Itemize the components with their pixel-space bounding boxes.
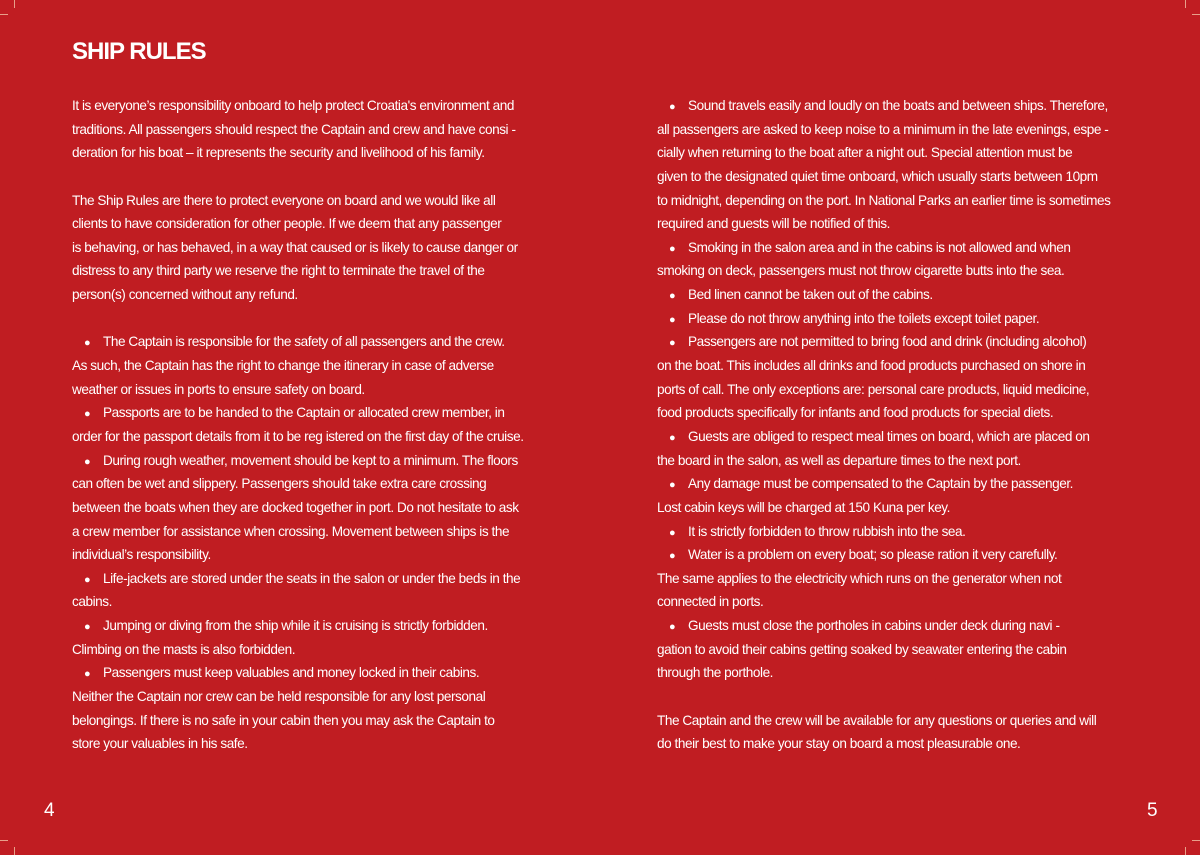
- text-line: [657, 425, 1157, 449]
- line-text: can often be wet and slippery. Passengers should take extra care crossing: [72, 476, 487, 492]
- text-line: [657, 661, 1157, 685]
- text-line: [72, 449, 572, 473]
- line-text: ports of call. The only exceptions are: personal care products, liquid medicine,: [657, 381, 1090, 397]
- line-text: store your valuables in his safe.: [72, 736, 248, 752]
- left-column: [72, 94, 572, 756]
- text-line: [72, 354, 572, 378]
- text-line: [657, 732, 1157, 756]
- text-line: [72, 212, 572, 236]
- bullet-icon: ●: [84, 455, 91, 468]
- line-text: belongings. If there is no safe in your cabin then you may ask the Captain to: [72, 712, 495, 728]
- text-line: [657, 401, 1157, 425]
- line-text: deration for his boat – it represents the security and livelihood of his family.: [72, 145, 485, 161]
- line-text: weather or issues in ports to ensure safety on board.: [72, 381, 365, 397]
- line-text: Smoking in the salon area and in the cabins is not allowed and when: [688, 239, 1071, 255]
- text-line: [72, 496, 572, 520]
- line-text: The Captain is responsible for the safety of all passengers and the crew.: [103, 334, 505, 350]
- text-line: [72, 567, 572, 591]
- line-text: Life-jackets are stored under the seats in the salon or under the beds in the: [103, 570, 521, 586]
- bullet-icon: ●: [669, 101, 676, 113]
- line-text: Jumping or diving from the ship while it is cruising is strictly forbidden.: [103, 618, 488, 634]
- text-line: [657, 567, 1157, 591]
- line-text: all passengers are asked to keep noise to a minimum in the late evenings, espe -: [657, 121, 1109, 137]
- line-text: cially when returning to the boat after a night out. Special attention must be: [657, 145, 1073, 161]
- line-text: individual’s responsibility.: [72, 547, 211, 563]
- line-text: Guests are obliged to respect meal times on board, which are placed on: [688, 428, 1090, 444]
- text-line: [657, 165, 1157, 189]
- line-text: clients to have consideration for other people. If we deem that any passenger: [72, 216, 502, 232]
- crop-mark: [1185, 847, 1186, 855]
- line-text: Please do not throw anything into the toilets except toilet paper.: [688, 310, 1040, 326]
- text-line: [72, 425, 572, 449]
- line-text: Sound travels easily and loudly on the boats and between ships. Therefore,: [688, 98, 1108, 113]
- line-text: given to the designated quiet time onboard, which usually starts between 10pm: [657, 168, 1098, 184]
- text-line: [72, 118, 572, 142]
- line-text: a crew member for assistance when crossing. Movement between ships is the: [72, 523, 510, 539]
- right-column: [657, 94, 1157, 756]
- line-text: It is strictly forbidden to throw rubbish into the sea.: [688, 523, 966, 539]
- line-text: The Captain and the crew will be available for any questions or queries and will: [657, 712, 1097, 728]
- bullet-icon: ●: [84, 573, 91, 586]
- text-line: [657, 614, 1157, 638]
- text-line: [72, 307, 572, 331]
- line-text: The same applies to the electricity which runs on the generator when not: [657, 570, 1062, 586]
- line-text: through the porthole.: [657, 665, 774, 681]
- text-line: [72, 709, 572, 733]
- text-line: [657, 283, 1157, 307]
- line-text: Lost cabin keys will be charged at 150 Kuna per key.: [657, 499, 950, 515]
- line-text: During rough weather, movement should be kept to a minimum. The floors: [103, 452, 518, 468]
- text-line: [657, 496, 1157, 520]
- crop-mark: [14, 0, 15, 8]
- text-line: [657, 94, 1157, 118]
- text-line: [72, 189, 572, 213]
- text-line: [657, 141, 1157, 165]
- text-line: [72, 401, 572, 425]
- text-line: [657, 118, 1157, 142]
- line-text: As such, the Captain has the right to change the itinerary in case of adverse: [72, 358, 494, 374]
- line-text: Passports are to be handed to the Captain or allocated crew member, in: [103, 405, 505, 421]
- line-text: traditions. All passengers should respect the Captain and crew and have consi -: [72, 121, 516, 137]
- text-line: [657, 449, 1157, 473]
- bullet-icon: ●: [669, 290, 676, 303]
- bullet-icon: ●: [84, 668, 91, 681]
- text-line: [657, 212, 1157, 236]
- line-text: do their best to make your stay on board a most pleasurable one.: [657, 736, 1021, 752]
- line-text: Bed linen cannot be taken out of the cabins.: [688, 287, 933, 303]
- text-line: [72, 661, 572, 685]
- line-text: connected in ports.: [657, 594, 764, 610]
- line-text: Any damage must be compensated to the Captain by the passenger.: [688, 476, 1074, 492]
- line-text: The Ship Rules are there to protect everyone on board and we would like all: [72, 192, 496, 208]
- bullet-icon: ●: [669, 337, 676, 350]
- line-text: Water is a problem on every boat; so please ration it very carefully.: [688, 547, 1058, 563]
- line-text: Guests must close the portholes in cabins under deck during navi -: [688, 618, 1060, 634]
- page-number-left: 4: [44, 800, 55, 821]
- text-line: [72, 165, 572, 189]
- line-text: It is everyone’s responsibility onboard to help protect Croatia's environment and: [72, 98, 514, 113]
- line-text: smoking on deck, passengers must not throw cigarette butts into the sea.: [657, 263, 1065, 279]
- line-text: Climbing on the masts is also forbidden.: [72, 641, 296, 657]
- bullet-icon: ●: [84, 337, 91, 350]
- crop-mark: [1192, 14, 1200, 15]
- text-line: [72, 283, 572, 307]
- crop-mark: [1185, 0, 1186, 8]
- bullet-icon: ●: [669, 431, 676, 444]
- line-text: food products specifically for infants and food products for special diets.: [657, 405, 1054, 421]
- line-text: Passengers are not permitted to bring food and drink (including alcohol): [688, 334, 1087, 350]
- text-line: [657, 330, 1157, 354]
- text-line: [657, 590, 1157, 614]
- text-line: [72, 614, 572, 638]
- text-line: [657, 520, 1157, 544]
- text-line: [657, 259, 1157, 283]
- line-text: on the boat. This includes all drinks and food products purchased on shore in: [657, 358, 1086, 374]
- line-text: cabins.: [72, 594, 112, 610]
- bullet-icon: ●: [669, 526, 676, 539]
- line-text: Neither the Captain nor crew can be held responsible for any lost personal: [72, 689, 486, 705]
- text-line: [72, 259, 572, 283]
- text-line: [657, 709, 1157, 733]
- text-line: [657, 354, 1157, 378]
- line-text: the board in the salon, as well as departure times to the next port.: [657, 452, 1021, 468]
- text-line: [657, 378, 1157, 402]
- text-line: [657, 472, 1157, 496]
- line-text: distress to any third party we reserve the right to terminate the travel of the: [72, 263, 485, 279]
- bullet-icon: ●: [84, 408, 91, 421]
- crop-mark: [0, 840, 8, 841]
- text-line: [657, 685, 1157, 709]
- text-line: [72, 472, 572, 496]
- bullet-icon: ●: [669, 313, 676, 326]
- text-line: [72, 141, 572, 165]
- crop-mark: [0, 14, 8, 15]
- text-line: [72, 590, 572, 614]
- text-line: [657, 543, 1157, 567]
- text-line: [72, 685, 572, 709]
- bullet-icon: ●: [669, 242, 676, 255]
- text-line: [72, 638, 572, 662]
- text-line: [657, 638, 1157, 662]
- line-text: to midnight, depending on the port. In National Parks an earlier time is sometimes: [657, 192, 1111, 208]
- text-line: [72, 330, 572, 354]
- page-number-right: 5: [1147, 800, 1158, 821]
- text-line: [72, 732, 572, 756]
- bullet-icon: ●: [669, 550, 676, 563]
- text-line: [72, 543, 572, 567]
- text-line: [72, 94, 572, 118]
- bullet-icon: ●: [84, 621, 91, 634]
- crop-mark: [1192, 840, 1200, 841]
- line-text: person(s) concerned without any refund.: [72, 287, 298, 303]
- crop-mark: [14, 847, 15, 855]
- line-text: required and guests will be notified of this.: [657, 216, 890, 232]
- line-text: between the boats when they are docked together in port. Do not hesitate to ask: [72, 499, 519, 515]
- text-line: [72, 520, 572, 544]
- bullet-icon: ●: [669, 479, 676, 492]
- text-line: [657, 189, 1157, 213]
- page-title: SHIP RULES: [72, 38, 206, 65]
- line-text: order for the passport details from it to be reg istered on the first day of the cruise.: [72, 428, 524, 444]
- line-text: gation to avoid their cabins getting soaked by seawater entering the cabin: [657, 641, 1067, 657]
- text-line: [72, 236, 572, 260]
- bullet-icon: ●: [669, 621, 676, 634]
- text-line: [72, 378, 572, 402]
- text-line: [657, 307, 1157, 331]
- text-line: [657, 236, 1157, 260]
- line-text: Passengers must keep valuables and money locked in their cabins.: [103, 665, 480, 681]
- line-text: is behaving, or has behaved, in a way that caused or is likely to cause danger or: [72, 239, 518, 255]
